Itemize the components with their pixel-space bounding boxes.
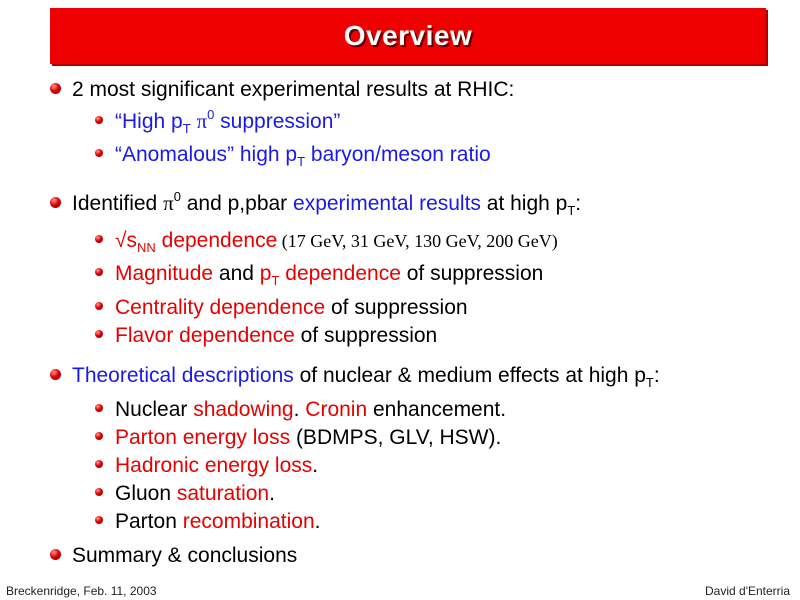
- superscript: 0: [173, 189, 181, 204]
- item-text: s: [126, 229, 138, 252]
- item-text: :: [575, 192, 582, 215]
- bullet-icon: [50, 83, 61, 94]
- pi-symbol: π: [163, 191, 174, 215]
- bullet-icon: [95, 488, 103, 496]
- footer-right: David d'Enterria: [705, 584, 790, 598]
- bullet-item: [50, 364, 660, 388]
- bullet-icon: [95, 330, 103, 338]
- highlight-text: Hadronic energy loss: [115, 454, 313, 477]
- item-text: “Anomalous” high p: [115, 143, 298, 166]
- item-text: dependence: [155, 229, 278, 252]
- subscript: T: [182, 121, 191, 136]
- highlight-text: Flavor dependence: [115, 324, 295, 347]
- item-text: and: [213, 262, 260, 285]
- bullet-item: [50, 544, 297, 568]
- slide-title: Overview: [343, 20, 473, 51]
- item-text: at high p: [480, 192, 568, 215]
- bullet-item: [50, 78, 514, 102]
- item-text: of suppression: [294, 324, 438, 347]
- highlight-text: experimental results: [293, 192, 481, 215]
- item-text: Gluon: [115, 482, 177, 505]
- item-text: baryon/meson ratio: [305, 143, 491, 166]
- item-text: Summary & conclusions: [72, 544, 298, 567]
- bullet-icon: [95, 516, 103, 524]
- subscript: NN: [137, 240, 156, 255]
- highlight-text: Magnitude: [115, 262, 214, 285]
- bullet-icon: [95, 302, 103, 310]
- item-text: :: [653, 364, 660, 387]
- bullet-icon: [95, 116, 103, 124]
- item-text: Parton: [115, 510, 183, 533]
- highlight-text: Parton energy loss: [115, 426, 291, 449]
- item-text: of suppression: [325, 296, 468, 319]
- bullet-icon: [95, 460, 103, 468]
- bullet-icon: [50, 549, 61, 560]
- sub-bullet-item: [95, 426, 501, 450]
- footer-left: Breckenridge, Feb. 11, 2003: [6, 584, 157, 598]
- item-text: Nuclear: [115, 398, 194, 421]
- item-text: .: [314, 510, 321, 533]
- highlight-text: shadowing: [193, 398, 294, 421]
- highlight-text: p: [259, 262, 272, 285]
- pi-symbol: π: [196, 109, 208, 133]
- sub-bullet-item: [95, 324, 437, 348]
- sub-bullet-item: [95, 482, 275, 506]
- subscript: T: [645, 375, 654, 390]
- highlight-text: Centrality dependence: [115, 296, 326, 319]
- highlight-text: saturation: [176, 482, 270, 505]
- item-text: enhancement.: [367, 398, 507, 421]
- energy-list: (17 GeV, 31 GeV, 130 GeV, 200 GeV): [277, 231, 558, 251]
- sub-bullet-item: [95, 296, 468, 320]
- item-text: Identified: [72, 192, 164, 215]
- highlight-text: dependence: [279, 262, 401, 285]
- bullet-icon: [95, 432, 103, 440]
- sub-bullet-item: [95, 143, 491, 167]
- bullet-icon: [95, 235, 103, 243]
- bullet-icon: [95, 268, 103, 276]
- highlight-text: Cronin: [305, 398, 368, 421]
- sub-bullet-item: [95, 262, 543, 286]
- item-text: .: [312, 454, 319, 477]
- bullet-icon: [95, 404, 103, 412]
- bullet-item: [50, 191, 581, 216]
- item-text: of nuclear & medium effects at high p: [293, 364, 646, 387]
- bullet-icon: [95, 149, 103, 157]
- bullet-icon: [50, 369, 61, 380]
- subscript: T: [297, 154, 306, 169]
- highlight-text: recombination: [182, 510, 315, 533]
- superscript: 0: [207, 107, 215, 122]
- bullet-icon: [50, 197, 61, 208]
- item-text: suppression”: [214, 110, 341, 133]
- sub-bullet-item: [95, 229, 558, 253]
- item-text: .: [269, 482, 275, 505]
- item-text: (BDMPS, GLV, HSW).: [290, 426, 502, 449]
- item-text: and p,pbar: [180, 192, 294, 215]
- title-bar: [50, 8, 766, 64]
- subscript: T: [271, 273, 280, 288]
- item-text: 2 most significant experimental results at RHIC:: [72, 78, 515, 101]
- item-text: of suppression: [400, 262, 544, 285]
- sub-bullet-item: [95, 510, 320, 534]
- sub-bullet-item: [95, 109, 340, 134]
- item-text: “High p: [115, 110, 183, 133]
- item-text: .: [293, 398, 306, 421]
- highlight-text: Theoretical descriptions: [72, 364, 294, 387]
- sqrt-symbol: √: [115, 229, 127, 252]
- sub-bullet-item: [95, 454, 318, 478]
- subscript: T: [567, 203, 576, 218]
- sub-bullet-item: [95, 398, 506, 422]
